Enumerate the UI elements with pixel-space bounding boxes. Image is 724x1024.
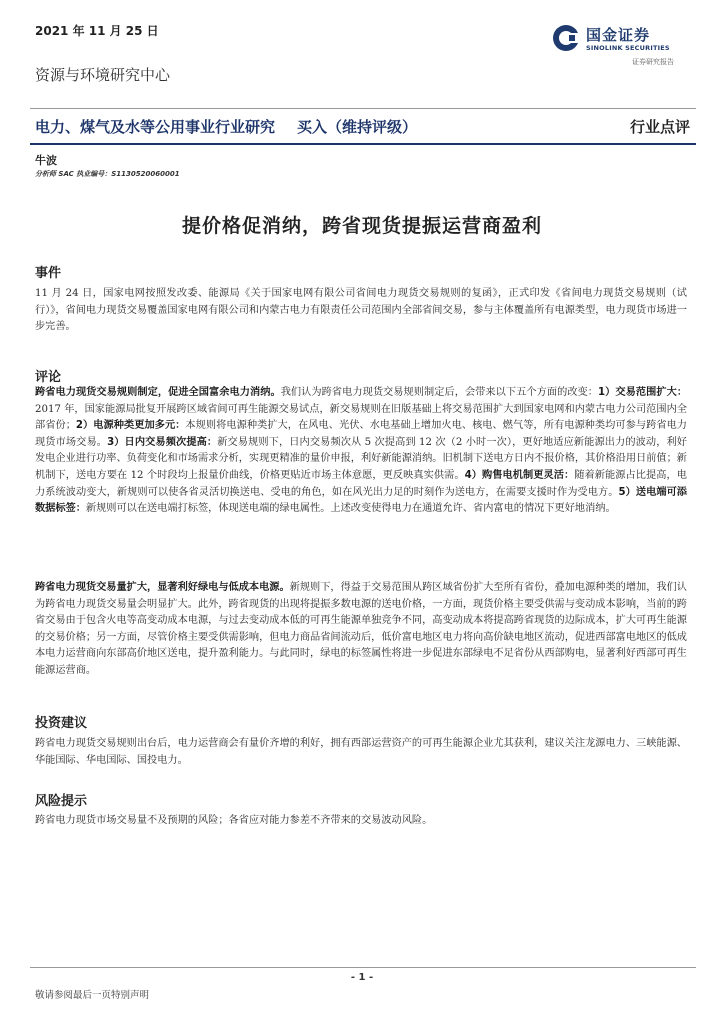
analyst-certificate: 分析师 SAC 执业编号：S1130520060001 (35, 170, 180, 178)
section-heading-event: 事件 (35, 266, 62, 281)
analyst-name: 牛波 (35, 154, 57, 167)
section-heading-risk: 风险提示 (35, 794, 88, 809)
event-paragraph: 11 月 24 日，国家电网按照发改委、能源局《关于国家电网有限公司省间电力现货交易规则的复函》，正式印发《省间电力现货交易规则（试行）》，省间电力现货交易覆盖国家电网有限公司和内蒙古电力有限责任公司范围内全部省间交易，参与主体覆盖所有电源类型，电力现货市场进一步完善。 (35, 288, 687, 333)
industry-name: 电力、煤气及水等公用事业行业研究 (35, 118, 276, 136)
advice-paragraph: 跨省电力现货交易规则出台后，电力运营商会有量价齐增的利好，拥有西部运营资产的可再生能源企业尤其获利，建议关注龙源电力、三峡能源、华能国际、华电国际、国投电力。 (35, 738, 687, 766)
logo-subtitle: 证券研究报告 (632, 58, 674, 66)
report-type: 行业点评 (629, 118, 690, 136)
risk-paragraph: 跨省电力现货市场交易量不及预期的风险；各省应对能力参差不齐带来的交易波动风险。 (35, 815, 433, 826)
footer-divider (30, 967, 696, 968)
industry-line (35, 116, 417, 137)
rating-badge: 买入（维持评级） (297, 118, 418, 136)
comment-paragraph-1: 跨省电力现货交易规则制定，促进全国富余电力消纳。我们认为跨省电力现货交易规则制定后，会带来以下五个方面的改变：1）交易范围扩大：2017 年，国家能源局批复开展跨区域省间可再生能源交易试点，新交易规则在旧版基础上将交易范围扩大到国家电网和内蒙古电力公司范围内全部省份；2）电源种类更加多元：本规则将电源种类扩大，在风电、光伏、水电基础上增加火电、核电、燃气等，所有电源种类均可参与跨省电力现货市场交易。3）日内交易频次提高：新交易规则下，日内交易频次从 5 次提高到 12 次（2 小时一次），更好地适应新能源出力的波动，利好发电企业进行功率、负荷变化和市场需求分析，实现更精准的量价申报，利好新能源消纳。旧机制下送电方日内不报价格，其价格沿用日前值；新机制下，送电方要在 12 个时段均上报量价曲线，价格更贴近市场主体意愿，更反映真实供需。4）购售电机制更灵活：随着新能源占比提高，电力系统波动变大，新规则可以使各省灵活切换送电、受电的角色，如在风光出力足的时刻作为送电方，在需要支援时作为受电方。5）送电端可添数据标签：新规则可以在送电端打标签，体现送电端的绿电属性。上述改变使得电力在通道允许、省内富电的情况下更好地消纳。 (35, 387, 688, 515)
footer-disclaimer: 敬请参阅最后一页特别声明 (35, 990, 150, 1001)
industry-divider (30, 143, 696, 145)
sinolink-logo-icon (552, 24, 580, 52)
report-title: 提价格促消纳，跨省现货提振运营商盈利 (181, 215, 542, 237)
logo-name-en: SINOLINK SECURITIES (586, 44, 670, 52)
report-date: 2021 年 11 月 25 日 (35, 24, 159, 38)
section-heading-advice: 投资建议 (35, 716, 88, 731)
comment-paragraph-2: 跨省电力现货交易量扩大，显著利好绿电与低成本电源。新规则下，得益于交易范围从跨区域省份扩大至所有省份，叠加电源种类的增加，我们认为跨省电力现货交易量会明显扩大。此外，跨省现货的出现将提振多数电源的送电价格，一方面，现货价格主要受供需与变动成本影响，当前的跨省交易由于包含火电等高变动成本电源，与过去变动成本低的可再生能源单独竞争不同，高变动成本将提高跨省现货的边际成本，扩大可再生能源的交易价格；另一方面，尽管价格主要受供需影响，但电力商品省间流动后，低价富电地区电力将向高价缺电地区流动，促进西部富电地区的低成本电力运营商向东部高价地区送电，提升盈利能力。与此同时，绿电的标签属性将进一步促进东部绿电不足省份从西部购电，显著利好西部可再生能源运营商。 (35, 582, 687, 676)
header-divider (30, 108, 696, 109)
company-logo (552, 22, 692, 72)
logo-name-cn: 国金证券 (586, 26, 651, 44)
page-number: - 1 - (350, 972, 374, 983)
research-center-name: 资源与环境研究中心 (35, 66, 171, 84)
section-heading-comment: 评论 (35, 370, 62, 385)
